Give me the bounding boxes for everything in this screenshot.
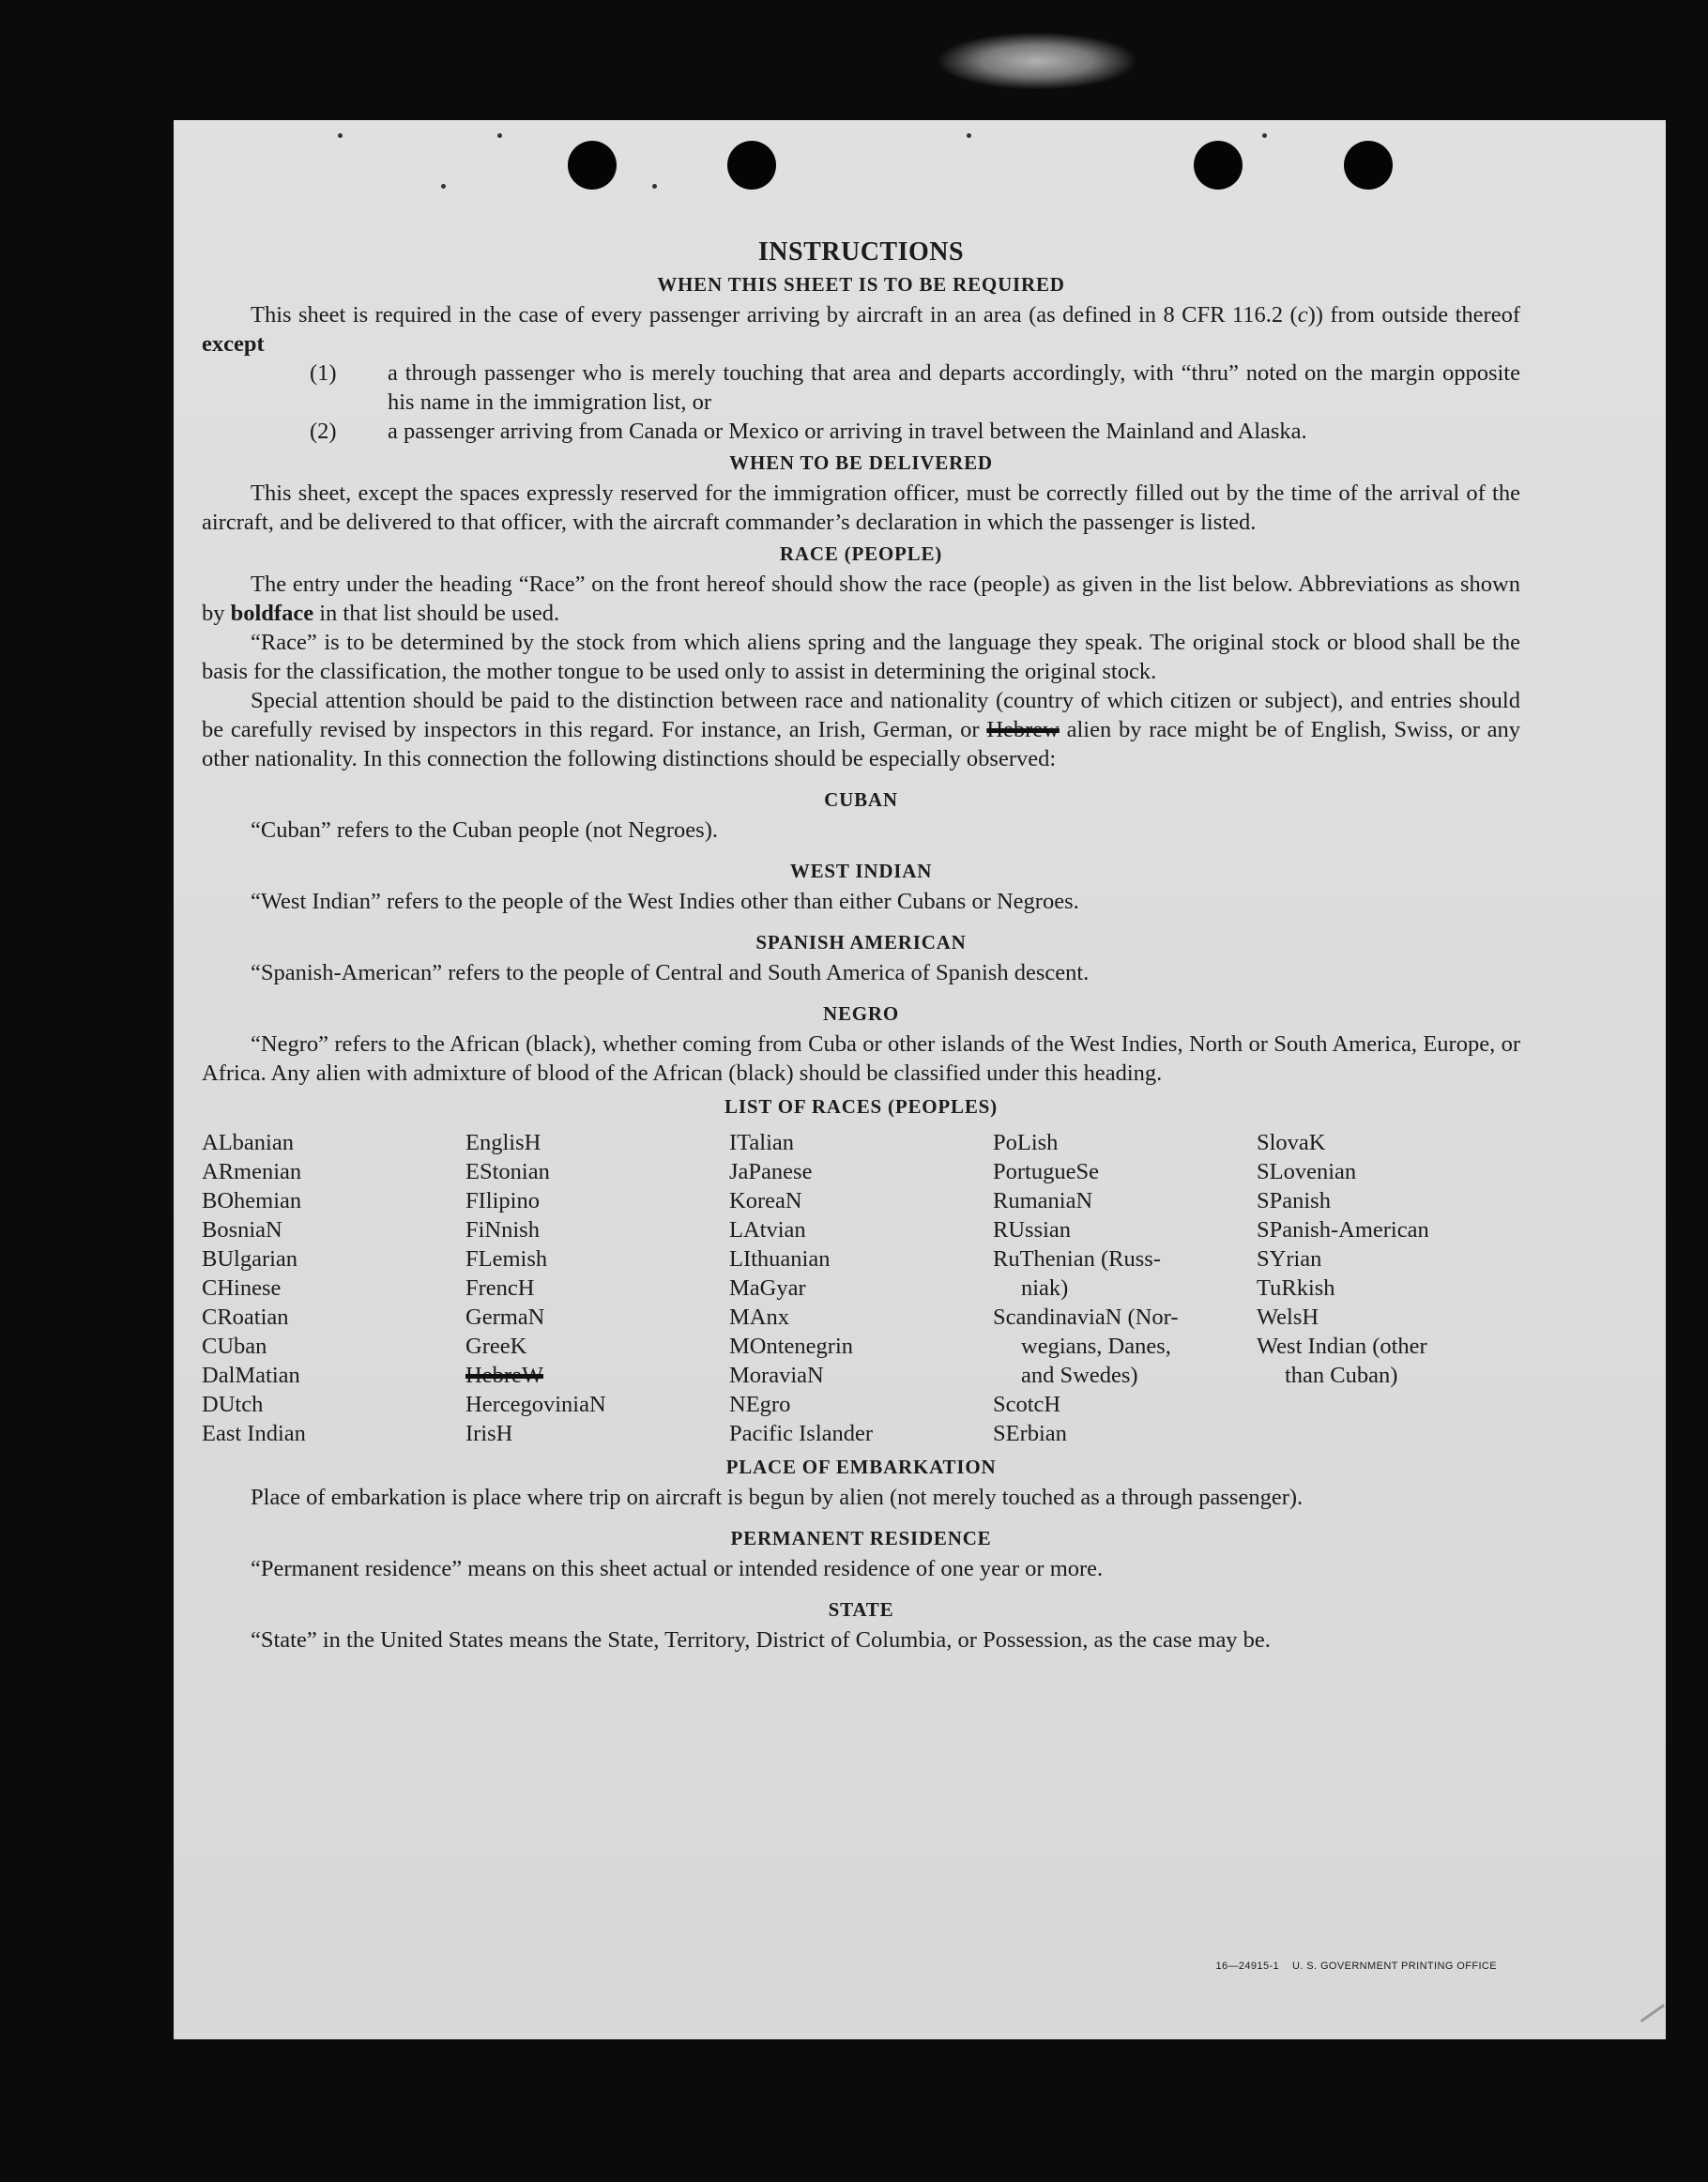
print-footer [1202, 1961, 1497, 1972]
race-entry: EStonian [465, 1159, 550, 1184]
heading-state: STATE [828, 1598, 894, 1621]
race-entry: RuThenian (Russ- [993, 1246, 1161, 1272]
speck [1262, 133, 1267, 138]
race-column-1 [202, 1128, 465, 1448]
heading-race: RACE (PEOPLE) [779, 542, 943, 565]
item-number: (1) [310, 360, 337, 386]
race-entry: SErbian [993, 1421, 1067, 1446]
race-entry: BosniaN [202, 1217, 282, 1243]
race-entry: BUlgarian [202, 1246, 298, 1272]
race-entry: DUtch [202, 1392, 264, 1417]
heading-west-indian: WEST INDIAN [789, 860, 933, 882]
race-entry: SLovenian [1257, 1159, 1357, 1184]
race-entry: PortugueSe [993, 1159, 1099, 1184]
printer-line: U. S. GOVERNMENT PRINTING OFFICE [1292, 1961, 1497, 1972]
race-entry: ALbanian [202, 1130, 294, 1155]
punch-hole [1194, 141, 1243, 190]
race-entry: HebreW [465, 1363, 543, 1388]
race-entry: GermaN [465, 1305, 545, 1330]
race-text: in that list should be used. [313, 601, 560, 626]
heading-spanish-american: SPANISH AMERICAN [755, 931, 967, 954]
race-entry: PoLish [993, 1130, 1059, 1155]
exception-item-1 [202, 359, 1520, 417]
race-entry: EnglisH [465, 1130, 541, 1155]
speck [652, 184, 657, 189]
heading-negro: NEGRO [822, 1002, 899, 1025]
punch-hole [1344, 141, 1393, 190]
race-entry: MoraviaN [729, 1363, 824, 1388]
required-intro-italic: c [1297, 302, 1308, 328]
race-entry: LAtvian [729, 1217, 806, 1243]
speck [441, 184, 446, 189]
heading-delivered: WHEN TO BE DELIVERED [729, 451, 993, 474]
spanish-american-text: “Spanish-American” refers to the people of Central and South America of Spanish descent. [251, 960, 1090, 985]
race-text: Special attention should be paid to the distinction between race and nationality (country of which citizen or subject), and entries should be carefully revised by inspectors in this regard. For instance, an Irish, German, or [202, 688, 1520, 742]
residence-text: “Permanent residence” means on this sheet actual or intended residence of one year or more. [251, 1556, 1104, 1581]
speck [967, 133, 971, 138]
speck [338, 133, 343, 138]
instruction-sheet [174, 120, 1666, 2039]
race-entry: MOntenegrin [729, 1334, 853, 1359]
race-paragraph-1 [202, 570, 1520, 628]
race-entry: RumaniaN [993, 1188, 1093, 1213]
race-entry: FIlipino [465, 1188, 540, 1213]
race-entry: SlovaK [1257, 1130, 1326, 1155]
required-intro-text-2: )) from outside thereof [1307, 302, 1520, 328]
race-entry: GreeK [465, 1334, 527, 1359]
item-text: a through passenger who is merely touching that area and departs accordingly, with “thru” noted on the margin opposite his name in the immigration list, or [388, 360, 1520, 415]
race-entry: DalMatian [202, 1363, 300, 1388]
state-text: “State” in the United States means the State, Territory, District of Columbia, or Possession, as the case may be. [251, 1627, 1271, 1653]
race-paragraph-3 [202, 686, 1520, 773]
race-entry: CUban [202, 1334, 267, 1359]
race-entry: SYrian [1257, 1246, 1322, 1272]
heading-required: WHEN THIS SHEET IS TO BE REQUIRED [657, 273, 1065, 296]
race-entry: MAnx [729, 1305, 789, 1330]
race-text: The entry under the heading “Race” on the front hereof should show the race (people) as given in the list below. Abbreviations as shown by [202, 572, 1520, 626]
race-entry: JaPanese [729, 1159, 813, 1184]
race-entry: ARmenian [202, 1159, 302, 1184]
race-entry: LIthuanian [729, 1246, 831, 1272]
race-entry: West Indian (other [1257, 1334, 1427, 1359]
race-entry: East Indian [202, 1421, 306, 1446]
race-text: alien by race might be of English, Swiss, or any other nationality. In this connection the following distinctions should be especially observed: [202, 717, 1520, 771]
required-intro-text: This sheet is required in the case of every passenger arriving by aircraft in an area (as defined in 8 CFR 116.2 ( [251, 302, 1298, 328]
race-entry: SPanish-American [1257, 1217, 1429, 1243]
cuban-text: “Cuban” refers to the Cuban people (not Negroes). [251, 817, 718, 843]
heading-race-list: LIST OF RACES (PEOPLES) [724, 1095, 998, 1118]
required-intro-bold: except [202, 331, 265, 357]
race-entry: RUssian [993, 1217, 1072, 1243]
instructions-body [202, 237, 1520, 1655]
race-entry: ScandinaviaN (Nor- [993, 1305, 1179, 1330]
race-entry: SPanish [1257, 1188, 1331, 1213]
race-entry: IrisH [465, 1421, 513, 1446]
negro-text: “Negro” refers to the African (black), whether coming from Cuba or other islands of the West Indies, North or South America, Europe, or Africa. Any alien with admixture of blood of the African (black) should be classified under this heading. [202, 1031, 1520, 1086]
punch-hole [568, 141, 617, 190]
corner-crease [1640, 2004, 1675, 2036]
race-entry: CRoatian [202, 1305, 289, 1330]
race-column-4 [993, 1128, 1257, 1448]
race-entry: Pacific Islander [729, 1421, 874, 1446]
race-column-2 [465, 1128, 729, 1448]
west-indian-text: “West Indian” refers to the people of the West Indies other than either Cubans or Negroes. [251, 889, 1079, 914]
exception-item-2 [202, 417, 1520, 446]
race-entry: than Cuban) [1285, 1363, 1398, 1388]
race-list [202, 1128, 1520, 1448]
race-entry: FiNnish [465, 1217, 540, 1243]
scan-smudge [938, 33, 1136, 89]
page-title: INSTRUCTIONS [757, 237, 965, 267]
race-column-3 [729, 1128, 993, 1448]
speck [497, 133, 502, 138]
struck-word: Hebrew [986, 717, 1060, 742]
form-number: 16—24915-1 [1215, 1961, 1280, 1972]
race-entry: MaGyar [729, 1275, 806, 1301]
punch-hole [727, 141, 776, 190]
race-entry: KoreaN [729, 1188, 802, 1213]
heading-cuban: CUBAN [824, 788, 898, 811]
heading-residence: PERMANENT RESIDENCE [730, 1527, 992, 1549]
item-number: (2) [310, 419, 337, 444]
race-entry: BOhemian [202, 1188, 302, 1213]
race-entry: TuRkish [1257, 1275, 1335, 1301]
race-entry: and Swedes) [1021, 1363, 1138, 1388]
race-paragraph-2: “Race” is to be determined by the stock from which aliens spring and the language they speak. The original stock or blood shall be the basis for the classification, the mother tongue to be used only to assist in determining the original stock. [202, 630, 1520, 684]
race-entry: FLemish [465, 1246, 548, 1272]
race-column-5 [1257, 1128, 1520, 1448]
delivered-text: This sheet, except the spaces expressly reserved for the immigration officer, must be correctly filled out by the time of the arrival of the aircraft, and be delivered to that officer, with the aircraft commander’s declaration in which the passenger is listed. [202, 481, 1520, 535]
race-entry: ITalian [729, 1130, 795, 1155]
required-intro [202, 300, 1520, 359]
race-entry: WelsH [1257, 1305, 1319, 1330]
race-entry: niak) [1021, 1275, 1069, 1301]
race-entry: FrencH [465, 1275, 535, 1301]
race-entry: NEgro [729, 1392, 791, 1417]
race-bold: boldface [230, 601, 314, 626]
race-entry: HercegoviniaN [465, 1392, 606, 1417]
race-entry: CHinese [202, 1275, 282, 1301]
race-entry: wegians, Danes, [1021, 1334, 1171, 1359]
race-entry: ScotcH [993, 1392, 1061, 1417]
item-text: a passenger arriving from Canada or Mexico or arriving in travel between the Mainland and Alaska. [388, 419, 1307, 444]
heading-embarkation: PLACE OF EMBARKATION [725, 1456, 997, 1478]
embarkation-text: Place of embarkation is place where trip on aircraft is begun by alien (not merely touched as a through passenger). [251, 1485, 1304, 1510]
